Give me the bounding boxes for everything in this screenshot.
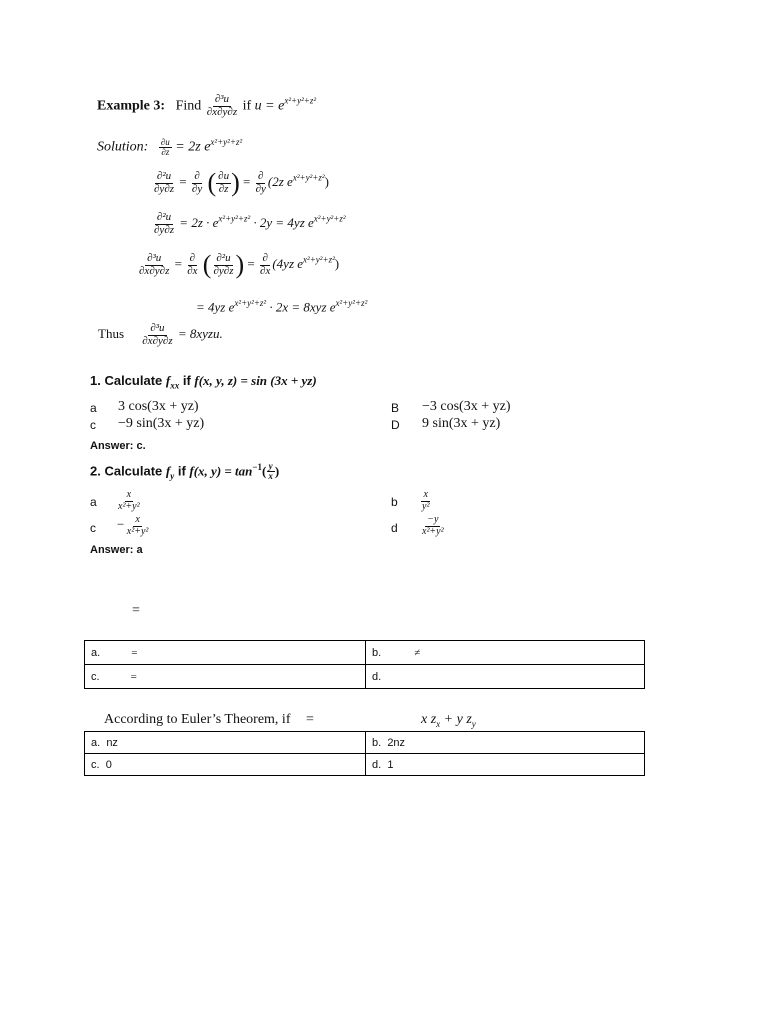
q1-option-d-letter: D (391, 418, 400, 432)
q3-equals: = (132, 603, 140, 618)
q4-option-b[interactable]: b. 2nz (366, 732, 645, 754)
example-heading: Example 3: Find $\frac{\text{∂³u}}{\partial x\partial y\partial z}$ if $u = e^{x^2+y^2+z^2}$ (97, 93, 317, 118)
q1-option-c-letter: c (90, 418, 96, 432)
q2-option-a-letter: a (90, 495, 97, 509)
find-text: Find (175, 98, 202, 114)
q2-option-d-letter: d (391, 521, 398, 535)
d3u-fraction: $\frac{\text{∂³u}}{\partial x\partial y\partial z}$ (206, 93, 238, 118)
solution-label: Solution: (97, 139, 149, 155)
q2-answer: Answer: a (90, 544, 143, 556)
q3-option-d[interactable]: d. (366, 665, 645, 689)
q4-options-table (84, 731, 645, 776)
q2-option-c[interactable]: − $\frac{x}{\text{x²+y²}}$ (116, 514, 149, 537)
q1-option-c[interactable]: −9 sin(3x + yz) (118, 416, 205, 431)
q4-option-d[interactable]: d. 1 (366, 754, 645, 776)
q4-equals: = (306, 712, 314, 727)
q3-option-c[interactable]: c. = (85, 665, 366, 689)
q2-option-b[interactable]: $\frac{x}{\text{y²}}$ (422, 489, 430, 512)
q2-title: 2. Calculate $f_y$ if f(x, $y) = \tan^{-1}$( $\frac{y}{x}$ ) (90, 461, 280, 482)
q1-option-a-letter: a (90, 401, 97, 415)
example-label: Example 3: (97, 98, 166, 114)
q1-title: 1. Calculate $f_{xx}$ if f(x, y, z) = sin (3x + yz) (90, 373, 317, 391)
q1-option-a[interactable]: 3 cos(3x + yz) (118, 399, 199, 414)
u-definition: u = e (254, 98, 285, 114)
solution-line-5: = 4yz $e^{x^2+y^2+z^2} \cdot 2x = 8xyz$ $e^{x^2+y^2+z^2}$ (196, 298, 368, 315)
q2-option-a[interactable]: $\frac{x}{\text{x²+y²}}$ (118, 489, 140, 512)
q4-title: According to Euler’s Theorem, if (104, 712, 291, 727)
q4-option-a[interactable]: a. nz (85, 732, 366, 754)
q1-option-b[interactable]: −3 cos(3x + yz) (422, 399, 511, 414)
solution-line-4: $\frac{\text{∂³u}}{\partial x\partial y\partial z}$ = $\frac{\partial}{\partial x}$ ( $\frac{\text{∂²u}}{\partial y\partial z}$ ) = $\frac{\partial}{\partial x}$ (4yz $e^{x^2+y^2+z^2}$) (139, 250, 340, 279)
solution-line-3: $\frac{\text{∂²u}}{\partial y\partial z}$ = $2z \cdot e^{x^2+y^2+z^2} \cdot 2y = 4yz$ $e^{x^2+y^2+z^2}$ (154, 211, 346, 236)
q2-option-b-letter: b (391, 495, 398, 509)
q1-answer: Answer: c. (90, 440, 146, 452)
q1-option-d[interactable]: 9 sin(3x + yz) (422, 416, 501, 431)
if-text: if (242, 98, 252, 114)
solution-thus: Thus $\frac{\text{∂³u}}{\partial x\partial y\partial z}$ = 8xyzu. (98, 322, 223, 347)
q4-option-c[interactable]: c. 0 (85, 754, 366, 776)
q2-option-d[interactable]: $\frac{-y}{\text{x²+y²}}$ (422, 514, 444, 537)
q4-expression: x $z_x + y$ $z_y$ (421, 712, 476, 729)
q3-option-b[interactable]: b. ≠ (366, 641, 645, 665)
q3-option-a[interactable]: a. = (85, 641, 366, 665)
q1-option-b-letter: B (391, 401, 400, 415)
solution-line-1: Solution: $\frac{\partial u}{\partial z}$ = 2z $e^{x^2+y^2+z^2}$ (97, 136, 243, 157)
q3-options-table (84, 640, 645, 689)
solution-line-2: $\frac{\text{∂²u}}{\partial y\partial z}$ = $\frac{\partial}{\partial y}$ ( $\frac{\partial u}{\partial z}$ ) = $\frac{\partial}{\partial y}$ (2z $e^{x^2+y^2+z^2}$) (154, 168, 329, 197)
q2-option-c-letter: c (90, 521, 96, 535)
